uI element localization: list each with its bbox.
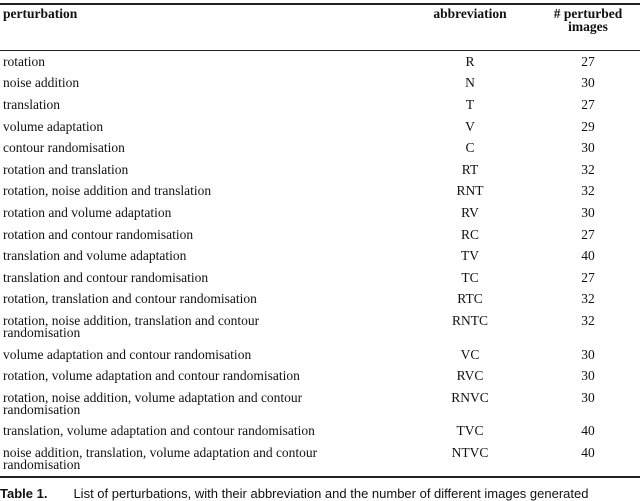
cell-abbreviation: RTC — [457, 291, 483, 307]
header-abbreviation: abbreviation — [433, 6, 507, 21]
cell-count: 32 — [581, 161, 595, 177]
table-row — [0, 51, 640, 73]
cell-count: 30 — [581, 75, 595, 91]
table-row — [0, 365, 640, 387]
cell-abbreviation: RV — [461, 204, 479, 220]
cell-count: 32 — [581, 312, 595, 328]
cell-perturbation: rotation, translation and contour randomisation — [3, 291, 257, 307]
header-count-line2: images — [568, 19, 608, 34]
table-row — [0, 202, 640, 224]
cell-perturbation: translation — [3, 96, 60, 112]
cell-abbreviation: RNTC — [451, 312, 488, 328]
table-top-rule — [0, 3, 640, 5]
cell-abbreviation: RC — [460, 226, 479, 242]
table-caption — [0, 486, 588, 501]
cell-perturbation: volume adaptation and contour randomisation — [3, 346, 252, 362]
cell-count: 40 — [581, 444, 595, 460]
table-row — [0, 387, 640, 421]
cell-perturbation: rotation and volume adaptation — [3, 204, 172, 220]
header-perturbation: perturbation — [3, 6, 78, 21]
table-row — [0, 73, 640, 95]
cell-abbreviation: R — [465, 53, 475, 69]
cell-abbreviation: TC — [461, 269, 479, 285]
cell-count: 30 — [581, 140, 595, 156]
table-row — [0, 289, 640, 311]
cell-count: 32 — [581, 183, 595, 199]
cell-perturbation: rotation and contour randomisation — [3, 226, 194, 242]
cell-perturbation: rotation, noise addition, volume adaptation and contour randomisation — [3, 389, 303, 417]
caption-text: List of perturbations, with their abbreviation and the number of different images generated — [73, 486, 589, 501]
cell-abbreviation: RNT — [456, 183, 484, 199]
cell-perturbation: translation and volume adaptation — [3, 248, 187, 264]
table-row — [0, 116, 640, 138]
table-row — [0, 181, 640, 203]
cell-count: 30 — [581, 204, 595, 220]
cell-abbreviation: TV — [461, 248, 479, 264]
cell-perturbation: noise addition — [3, 75, 80, 91]
header-count-line1: # perturbed — [553, 6, 623, 21]
table-row — [0, 94, 640, 116]
cell-abbreviation: RNVC — [451, 389, 489, 405]
cell-count: 40 — [581, 423, 595, 439]
cell-abbreviation: RVC — [456, 368, 484, 384]
cell-perturbation: rotation, noise addition and translation — [3, 183, 212, 199]
cell-abbreviation: T — [465, 96, 475, 112]
cell-count: 32 — [581, 291, 595, 307]
cell-abbreviation: C — [465, 140, 475, 156]
cell-perturbation: translation and contour randomisation — [3, 269, 209, 285]
cell-perturbation: translation, volume adaptation and contour randomisation — [3, 423, 315, 439]
table-row — [0, 421, 640, 443]
table-row — [0, 224, 640, 246]
table-row — [0, 137, 640, 159]
cell-abbreviation: RT — [461, 161, 479, 177]
table-body — [0, 51, 640, 476]
cell-abbreviation: V — [465, 118, 475, 134]
table-row — [0, 267, 640, 289]
cell-perturbation: rotation, noise addition, translation and contour randomisation — [3, 312, 260, 340]
cell-count: 27 — [581, 96, 595, 112]
cell-abbreviation: TVC — [456, 423, 484, 439]
cell-count: 27 — [581, 53, 595, 69]
cell-perturbation: noise addition, translation, volume adaptation and contour randomisation — [3, 444, 318, 472]
cell-count: 30 — [581, 346, 595, 362]
cell-count: 40 — [581, 248, 595, 264]
table-row — [0, 442, 640, 476]
cell-perturbation: rotation, volume adaptation and contour randomisation — [3, 368, 300, 384]
cell-count: 27 — [581, 269, 595, 285]
cell-abbreviation: N — [465, 75, 475, 91]
cell-count: 30 — [581, 389, 595, 405]
cell-perturbation: contour randomisation — [3, 140, 125, 156]
cell-perturbation: rotation — [3, 53, 45, 69]
cell-abbreviation: NTVC — [451, 444, 489, 460]
cell-abbreviation: VC — [460, 346, 480, 362]
header-count — [530, 7, 640, 33]
caption-label: Table 1. — [0, 486, 48, 501]
cell-perturbation: volume adaptation — [3, 118, 104, 134]
table-bottom-rule — [0, 476, 640, 478]
table-row — [0, 344, 640, 366]
table-row — [0, 245, 640, 267]
cell-count: 30 — [581, 368, 595, 384]
cell-count: 27 — [581, 226, 595, 242]
cell-count: 29 — [581, 118, 595, 134]
table-row — [0, 159, 640, 181]
cell-perturbation: rotation and translation — [3, 161, 129, 177]
table-row — [0, 310, 640, 344]
